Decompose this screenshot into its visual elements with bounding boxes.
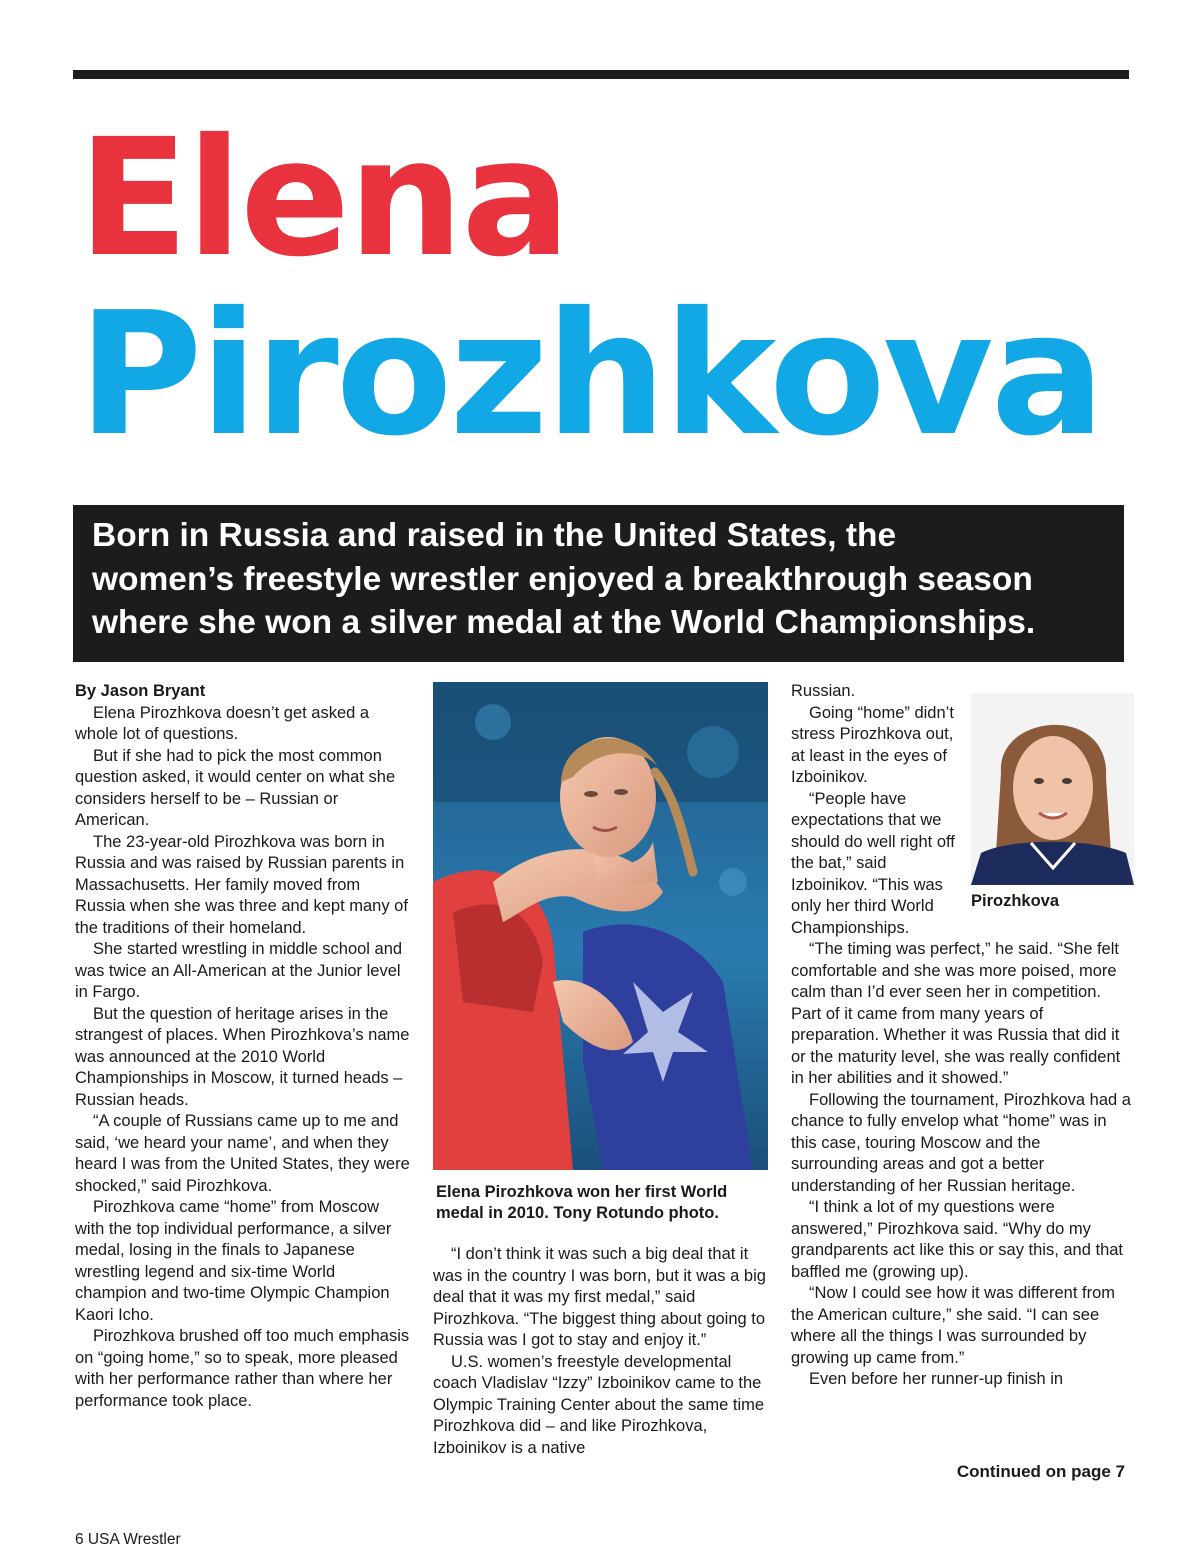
paragraph: Pirozhkova brushed off too much emphasis on “going home,” so to speak, more pleased with her performance rather than where her performance took place. bbox=[75, 1327, 410, 1410]
headline-last-name: Pirozhkova bbox=[78, 276, 1103, 474]
article-column-2 bbox=[433, 1244, 769, 1459]
deck-banner bbox=[73, 505, 1124, 662]
paragraph: Russian. bbox=[791, 682, 856, 700]
deck-line: where she won a silver medal at the World Championships. bbox=[92, 604, 1036, 641]
paragraph: Elena Pirozhkova doesn’t get asked a whole lot of questions. bbox=[75, 703, 370, 743]
portrait-photo bbox=[971, 693, 1134, 885]
paragraph: U.S. women’s freestyle developmental coach Vladislav “Izzy” Izboinikov came to the Olympic Training Center about the same time Pirozhkova did – and like Pirozhkova, Izboinikov is a native bbox=[433, 1352, 765, 1457]
paragraph: “The timing was perfect,” he said. “She felt comfortable and she was more poised, more calm than I’d ever seen her in competition. Part of it came from many years of preparation. Whether it was Russia that did it or the maturity level, she was really confident in her abilities and it showed.” bbox=[791, 940, 1121, 1087]
deck-line: Born in Russia and raised in the United States, the bbox=[92, 517, 897, 554]
headline-first-name: Elena bbox=[78, 105, 569, 293]
continued-jump-line: Continued on page 7 bbox=[956, 1462, 1125, 1481]
paragraph: “A couple of Russians came up to me and said, ‘we heard your name’, and when they heard I was from the United States, they were shocked,” said Pirozhkova. bbox=[75, 1112, 410, 1195]
paragraph: “People have expectations that we should do well right off the bat,” said Izboinikov. “This was only her third World Championships. bbox=[791, 789, 955, 937]
paragraph: Pirozhkova came “home” from Moscow with the top individual performance, a silver medal, losing in the finals to Japanese wrestling legend and six-time World champion and two-time Olympic Champion Kaori Icho. bbox=[75, 1198, 392, 1324]
byline: By Jason Bryant bbox=[75, 682, 206, 700]
paragraph: “I don’t think it was such a big deal that it was in the country I was born, but it was a big deal that it was my first medal,” said Pirozhkova. “The biggest thing about going to Russia was I got to stay and enjoy it.” bbox=[433, 1245, 766, 1349]
paragraph: Going “home” didn’t stress Pirozhkova out, at least in the eyes of Izboinikov. bbox=[791, 703, 954, 786]
photo-caption: Elena Pirozhkova won her first World medal in 2010. Tony Rotundo photo. bbox=[436, 1183, 728, 1222]
deck-line: women’s freestyle wrestler enjoyed a breakthrough season bbox=[92, 560, 1033, 598]
paragraph: “Now I could see how it was different from the American culture,” she said. “I can see where all the things I was surrounded by growing up came from.” bbox=[791, 1284, 1115, 1367]
paragraph: The 23-year-old Pirozhkova was born in Russia and was raised by Russian parents in Massachusetts. Her family moved from Russia when she was three and kept many of the traditions of their homeland. bbox=[75, 832, 408, 937]
paragraph: “I think a lot of my questions were answered,” Pirozhkova said. “Why do my grandparents act like this or say this, and that baffled me (growing up). bbox=[791, 1198, 1124, 1281]
paragraph: She started wrestling in middle school and was twice an All-American at the Junior level in Fargo. bbox=[75, 940, 403, 1001]
wrestling-photo bbox=[433, 682, 768, 1170]
paragraph: Following the tournament, Pirozhkova had a chance to fully envelop what “home” was in this case, touring Moscow and the surrounding areas and got a better understanding of her Russian heritage. bbox=[791, 1090, 1131, 1195]
paragraph: Even before her runner-up finish in bbox=[809, 1370, 1064, 1388]
paragraph: But if she had to pick the most common question asked, it would center on what she considers herself to be – Russian or American. bbox=[75, 746, 396, 829]
article-column-1 bbox=[75, 681, 411, 1412]
top-rule bbox=[73, 70, 1129, 79]
portrait-caption: Pirozhkova bbox=[971, 892, 1060, 910]
article-column-3 bbox=[791, 681, 1131, 1391]
paragraph: But the question of heritage arises in the strangest of places. When Pirozhkova’s name was announced at the 2010 World Championships in Moscow, it turned heads – Russian heads. bbox=[75, 1004, 410, 1109]
page-folio: 6 USA Wrestler bbox=[75, 1531, 181, 1548]
